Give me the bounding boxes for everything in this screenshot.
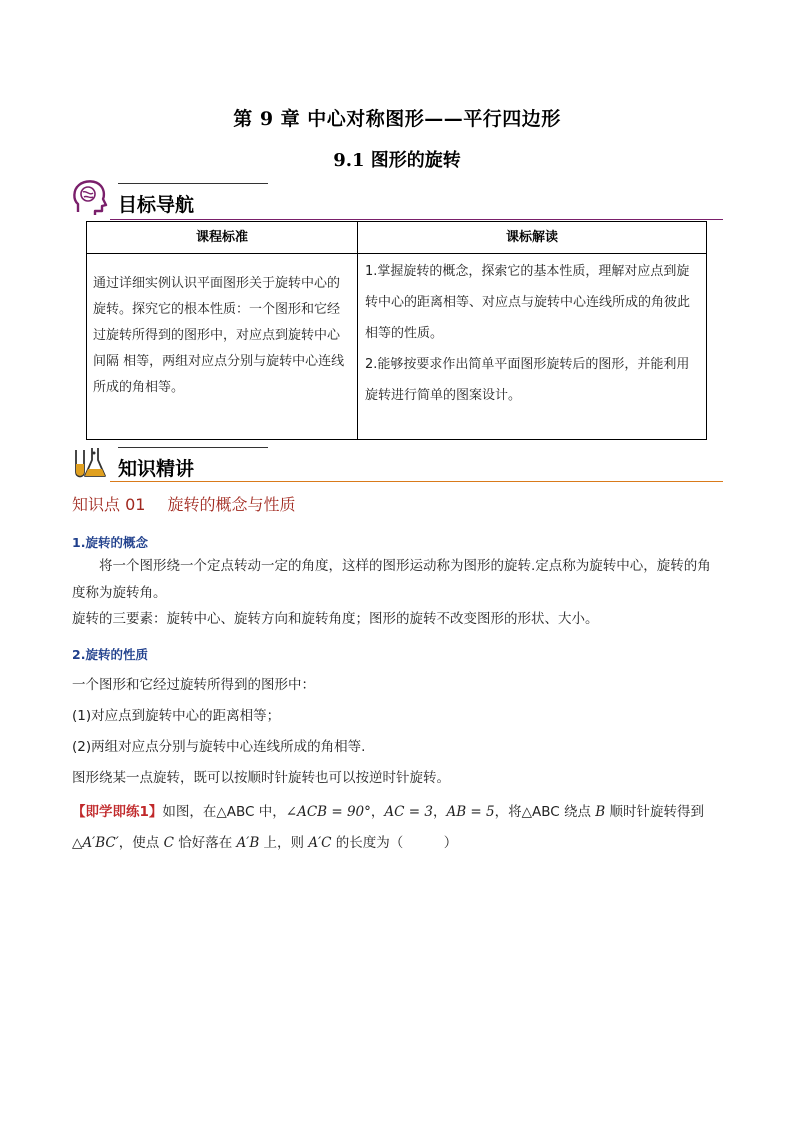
section-title: 9.1 图形的旋转 (333, 150, 461, 171)
exercise-text: 如图，在△ABC 中， (162, 804, 286, 820)
exercise-math: △A′BC′ (72, 835, 119, 851)
exercise-math: AC = 3 (384, 804, 433, 820)
knowledge-point-title (72, 492, 295, 515)
table-header-interpretation: 课标解读 (505, 230, 558, 245)
table-column-divider (357, 222, 358, 439)
exercise-text: 的长度为（ ） (331, 835, 458, 851)
exercise-math: ∠ACB = 90° (285, 804, 371, 820)
concept-definition: 将一个图形绕一个定点转动一定的角度，这样的图形运动称为图形的旋转.定点称为旋转中心，旋转的角度称为旋转角。 (72, 558, 711, 601)
curriculum-table (86, 221, 707, 440)
header-decoration-line (118, 183, 268, 184)
exercise-text: 顺时针旋转得到 (605, 804, 704, 820)
exercise-math: AB = 5 (446, 804, 495, 820)
subheading-concept: 1.旋转的概念 (72, 535, 148, 550)
exercise-math: A′B (236, 835, 260, 851)
table-header-standard: 课程标准 (195, 230, 248, 245)
property-2: (2)两组对应点分别与旋转中心连线所成的角相等. (72, 739, 366, 755)
exercise-text: 上，则 (259, 835, 309, 851)
rotation-direction-note: 图形绕某一点旋转，既可以按顺时针旋转也可以按逆时针旋转。 (72, 770, 450, 786)
knowledge-point-number: 知识点 01 (72, 495, 146, 514)
chapter-title: 第 9 章 中心对称图形——平行四边形 (233, 108, 561, 130)
exercise-tag: 【即学即练1】 (72, 804, 163, 820)
exercise-text: ，使点 (118, 835, 164, 851)
exercise-text: 恰好落在 (173, 835, 237, 851)
goals-section-header (70, 178, 723, 222)
subheading-properties: 2.旋转的性质 (72, 647, 148, 662)
knowledge-heading: 知识精讲 (118, 458, 195, 480)
goals-heading: 目标导航 (118, 194, 195, 216)
knowledge-point-name: 旋转的概念与性质 (167, 495, 296, 514)
exercise-math: A′C (308, 835, 332, 851)
table-cell-interpretation-2: 2.能够按要求作出简单平面图形旋转后的图形，并能利用旋转进行简单的图案设计。 (365, 357, 690, 403)
properties-intro: 一个图形和它经过旋转所得到的图形中： (72, 677, 315, 693)
exercise-text: ， (370, 804, 385, 820)
header-decoration-line (118, 447, 268, 448)
goals-divider (110, 219, 723, 220)
knowledge-divider (110, 481, 723, 482)
table-cell-interpretation-1: 1.掌握旋转的概念，探索它的基本性质，理解对应点到旋转中心的距离相等、对应点与旋转中心连线所成的角彼此相等的性质。 (365, 264, 691, 341)
exercise-text: ，将△ABC 绕点 (494, 804, 596, 820)
table-header-divider (87, 253, 706, 254)
table-cell-standard: 通过详细实例认识平面图形关于旋转中心的旋转。探究它的根本性质：一个图形和它经过旋转所得到的图形中，对应点到旋转中心间隔 相等，两组对应点分别与旋转中心连线所成的角相等。 (93, 276, 345, 395)
lab-flask-icon (70, 442, 110, 482)
concept-three-elements: 旋转的三要素：旋转中心、旋转方向和旋转角度；图形的旋转不改变图形的形状、大小。 (72, 611, 599, 627)
exercise-math: C (163, 835, 174, 851)
property-1: (1)对应点到旋转中心的距离相等； (72, 708, 281, 724)
head-brain-icon (70, 178, 110, 218)
knowledge-section-header (70, 442, 723, 486)
exercise-text: ， (432, 804, 447, 820)
exercise-question (72, 797, 724, 859)
exercise-math: B (595, 804, 606, 820)
